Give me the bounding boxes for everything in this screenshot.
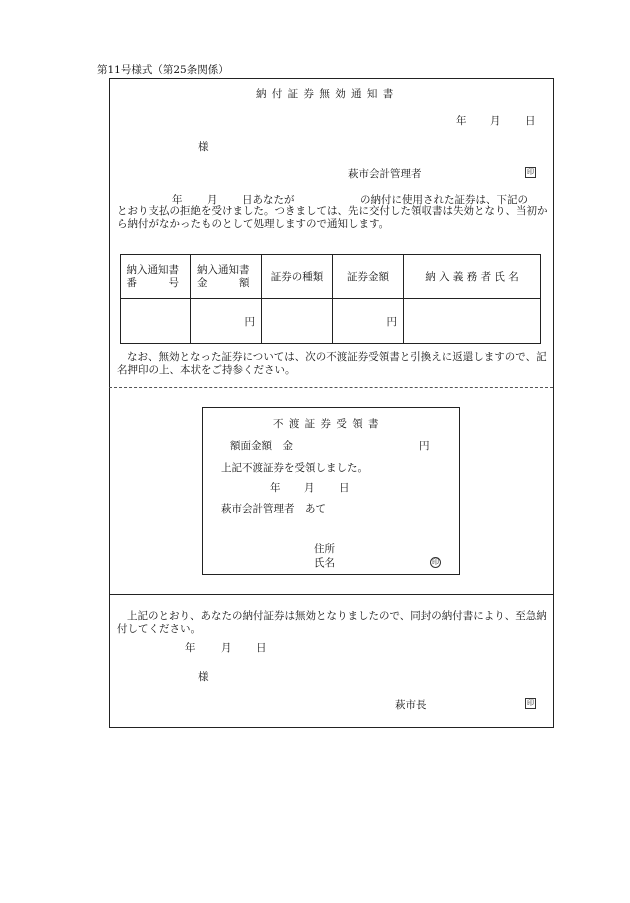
receipt-yen: 円 — [419, 440, 430, 452]
header-certificate-type: 証券の種類 — [262, 255, 333, 299]
return-note: なお、無効となった証券については、次の不渡証券受領書と引換えに返還しますので、記名押印の上、本状をご持参ください。 — [117, 351, 547, 376]
notice-title: 納 付 証 券 無 効 通 知 書 — [256, 88, 395, 100]
notice-body-text: とおり支払の拒絶を受けました。つきましては、先に交付した領収書は失効となり、当初から納付がなかったものとして処理しますので通知します。 — [117, 205, 548, 230]
cell-certificate-type — [262, 299, 333, 344]
receipt-date-day: 日 — [339, 482, 350, 494]
cell-payer-name — [404, 299, 541, 344]
receipt-title: 不 渡 証 券 受 領 書 — [273, 418, 380, 430]
reminder-seal-icon: 印 — [527, 699, 534, 707]
table-header-row — [121, 255, 541, 299]
reminder-date-day: 日 — [256, 642, 267, 654]
body-date-month: 月 — [207, 194, 218, 206]
receipt-seal-icon: 印 — [432, 558, 439, 566]
notice-date-month: 月 — [490, 115, 501, 127]
receipt-to: 萩市会計管理者 あて — [221, 503, 326, 515]
receipt-statement: 上記不渡証券を受領しました。 — [221, 462, 368, 474]
reminder-addressee: 様 — [198, 671, 209, 683]
receipt-name-label: 氏名 — [314, 557, 335, 569]
body-date-year: 年 — [172, 194, 183, 206]
notice-date-day: 日 — [525, 115, 536, 127]
notice-issuer: 萩市会計管理者 — [348, 168, 422, 180]
cut-line — [109, 387, 553, 388]
reminder-issuer: 萩市長 — [395, 699, 427, 711]
notice-addressee: 様 — [198, 141, 209, 153]
reminder-text: 上記のとおり、あなたの納付証券は無効となりましたので、同封の納付書により、至急納付してください。 — [117, 610, 547, 635]
certificate-table — [120, 254, 541, 344]
body-date-day: 日あなたが — [242, 194, 295, 206]
cell-notice-number — [121, 299, 191, 344]
receipt-date-month: 月 — [304, 482, 315, 494]
section-divider — [109, 594, 553, 595]
header-payer-name: 納 入 義 務 者 氏 名 — [404, 255, 541, 299]
reminder-date-year: 年 — [185, 642, 196, 654]
form-number: 第11号様式（第25条関係） — [97, 64, 229, 76]
header-notice-number: 納入通知書 番 号 — [121, 255, 191, 299]
table-row — [121, 299, 541, 344]
receipt-amount-label: 額面金額 金 — [230, 440, 293, 452]
reminder-date-month: 月 — [221, 642, 232, 654]
notice-seal-icon: 印 — [527, 168, 534, 176]
cell-notice-amount: 円 — [191, 299, 262, 344]
body-line1-tail: の納付に使用された証券は、下記の — [360, 194, 528, 206]
cell-certificate-amount: 円 — [333, 299, 404, 344]
receipt-date-year: 年 — [270, 482, 281, 494]
notice-date-year: 年 — [456, 115, 467, 127]
header-notice-amount: 納入通知書 金 額 — [191, 255, 262, 299]
receipt-address-label: 住所 — [314, 543, 335, 555]
header-certificate-amount: 証券金額 — [333, 255, 404, 299]
